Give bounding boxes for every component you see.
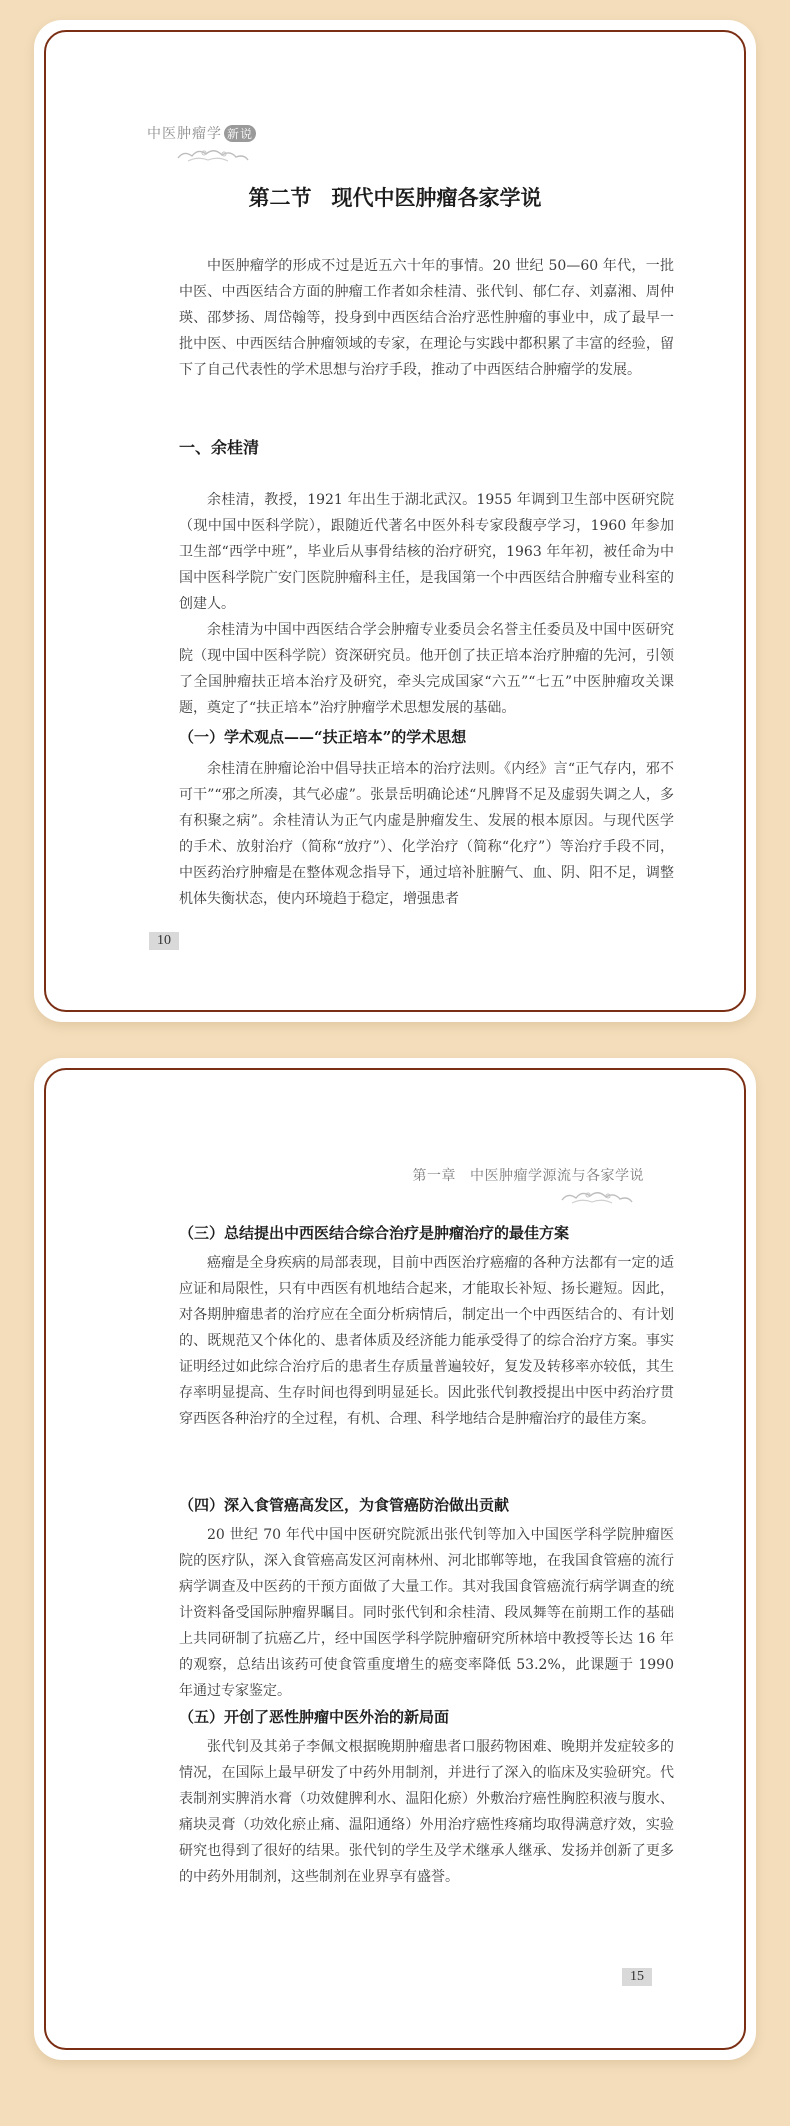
esophageal-cancer-block [179, 1522, 674, 1704]
chapter-name: 中医肿瘤学源流与各家学说 [470, 1168, 644, 1184]
bio-paragraph-2: 余桂清为中国中西医结合学会肿瘤专业委员会名誉主任委员及中国中医研究院（现中国中医科学院）资深研究员。他开创了扶正培本治疗肿瘤的先河，引领了全国肿瘤扶正培本治疗及研究，牵头完成国家“六五”“七五”中医肿瘤攻关课题，奠定了“扶正培本”治疗肿瘤学术思想发展的基础。 [179, 622, 674, 716]
intro-paragraph-block [179, 253, 674, 383]
chapter-number: 第一章 [412, 1168, 456, 1184]
heading-combined-therapy: （三）总结提出中西医结合综合治疗是肿瘤治疗的最佳方案 [179, 1224, 570, 1242]
theory-paragraph: 余桂清在肿瘤论治中倡导扶正培本的治疗法则。《内经》言“正气存内，邪不可干”“邪之所凑，其气必虚”。张景岳明确论述“凡脾肾不足及虚弱失调之人，多有积聚之病”。余桂清认为正气内虚是肿瘤发生、发展的根本原因。与现代医学的手术、放射治疗（简称“放疗”）、化学治疗（简称“化疗”）等治疗手段不同，中医药治疗肿瘤是在整体观念指导下，通过培补脏腑气、血、阴、阳不足，调整机体失衡状态，使内环境趋于稳定，增强患者 [179, 761, 674, 907]
heading-external-treatment: （五）开创了恶性肿瘤中医外治的新局面 [179, 1708, 450, 1726]
book-page-10 [34, 20, 756, 1022]
book-page-15 [34, 1058, 756, 2060]
external-treatment-paragraph: 张代钊及其弟子李佩文根据晚期肿瘤患者口服药物困难、晚期并发症较多的情况，在国际上最早研发了中药外用制剂，并进行了深入的临床及实验研究。代表制剂实脾消水膏（功效健脾利水、温阳化瘀）外敷治疗癌性胸腔积液与腹水、痛块灵膏（功效化瘀止痛、温阳通络）外用治疗癌性疼痛均取得满意疗效，实验研究也得到了很好的结果。张代钊的学生及学术继承人继承、发扬并创新了更多的中药外用制剂，这些制剂在业界享有盛誉。 [179, 1739, 674, 1885]
section-number: 第二节 [248, 186, 312, 210]
section-title [34, 182, 756, 212]
page-number: 15 [622, 1968, 652, 1986]
heading-academic-view: （一）学术观点——“扶正培本”的学术思想 [179, 728, 467, 746]
esophageal-cancer-paragraph: 20 世纪 70 年代中国中医研究院派出张代钊等加入中国医学科学院肿瘤医院的医疗队，深入食管癌高发区河南林州、河北邯郸等地，在我国食管癌的流行病学调查及中医药的干预方面做了大量工作。其对我国食管癌流行病学调查的统计资料备受国际肿瘤界瞩目。同时张代钊和余桂清、段凤舞等在前期工作的基础上共同研制了抗癌乙片，经中国医学科学院肿瘤研究所林培中教授等长达 16 年的观察，总结出该药可使食管重度增生的癌变率降低 53.2%，此课题于 1990 年通过专家鉴定。 [179, 1527, 674, 1699]
heading-esophageal-cancer: （四）深入食管癌高发区，为食管癌防治做出贡献 [179, 1496, 510, 1514]
intro-paragraph: 中医肿瘤学的形成不过是近五六十年的事情。20 世纪 50—60 年代，一批中医、中西医结合方面的肿瘤工作者如余桂清、张代钊、郁仁存、刘嘉湘、周仲瑛、邵梦扬、周岱翰等，投身到中西医结合治疗恶性肿瘤的事业中，成了最早一批中医、中西医结合肿瘤领域的专家，在理论与实践中都积累了丰富的经验，留下了自己代表性的学术思想与治疗手段，推动了中西医结合肿瘤学的发展。 [179, 258, 674, 378]
running-header-book [147, 123, 256, 143]
running-header-chapter [413, 1165, 645, 1185]
cloud-ornament-icon [558, 1186, 636, 1208]
book-title: 中医肿瘤学 [147, 126, 222, 142]
section-name: 现代中医肿瘤各家学说 [331, 186, 542, 210]
page-number: 10 [149, 932, 179, 950]
bio-paragraph-block [179, 487, 674, 721]
combined-therapy-paragraph: 癌瘤是全身疾病的局部表现，目前中西医治疗癌瘤的各种方法都有一定的适应证和局限性，只有中西医有机地结合起来，才能取长补短、扬长避短。因此，对各期肿瘤患者的治疗应在全面分析病情后，制定出一个中西医结合的、有计划的、既规范又个体化的、患者体质及经济能力能承受得了的综合治疗方案。事实证明经过如此综合治疗后的患者生存质量普遍较好，复发及转移率亦较低，其生存率明显提高、生存时间也得到明显延长。因此张代钊教授提出中医中药治疗贯穿西医各种治疗的全过程，有机、合理、科学地结合是肿瘤治疗的最佳方案。 [179, 1255, 674, 1427]
bio-paragraph-1: 余桂清，教授，1921 年出生于湖北武汉。1955 年调到卫生部中医研究院（现中国中医科学院），跟随近代著名中医外科专家段馥亭学习，1960 年参加卫生部“西学中班”，毕业后从事骨结核的治疗研究，1963 年年初，被任命为中国中医科学院广安门医院肿瘤科主任，是我国第一个中西医结合肿瘤专业科室的创建人。 [179, 492, 674, 612]
external-treatment-block [179, 1734, 674, 1890]
cloud-ornament-icon [174, 144, 252, 166]
heading-yu-guiqing: 一、余桂清 [179, 438, 260, 457]
combined-therapy-block [179, 1250, 674, 1432]
book-title-badge: 新说 [224, 125, 256, 142]
theory-paragraph-block [179, 756, 674, 912]
